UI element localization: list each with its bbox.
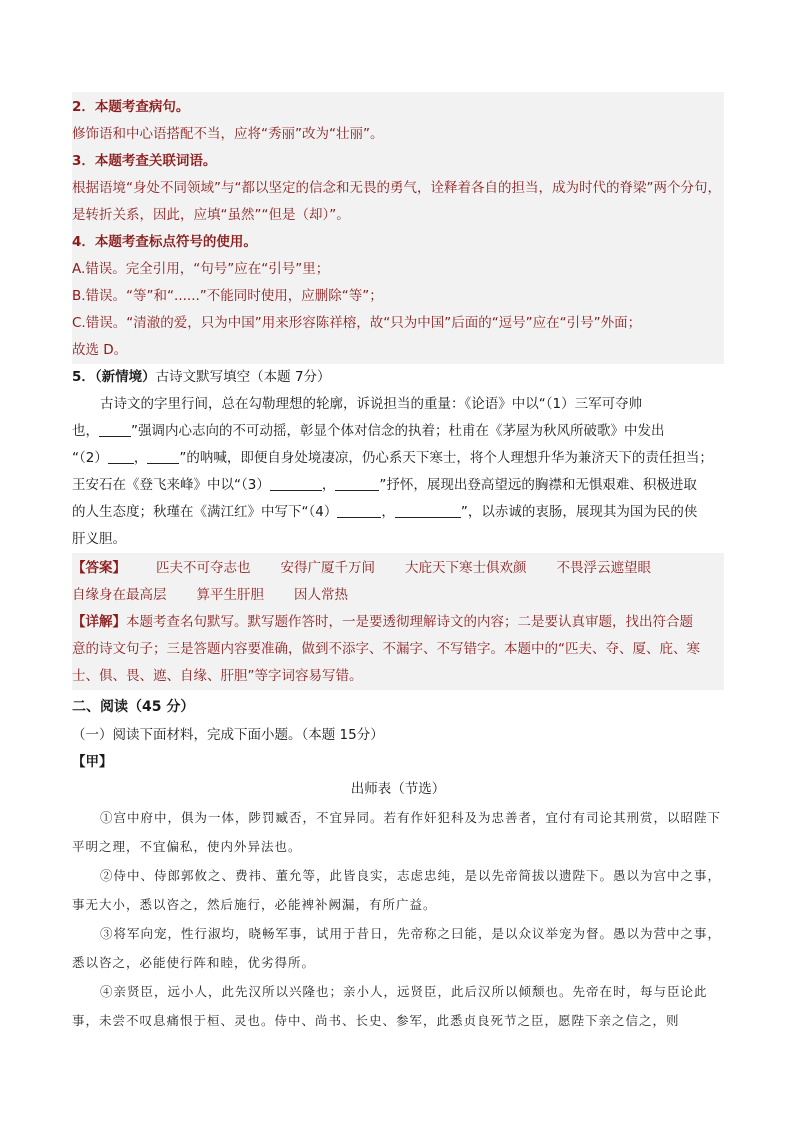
text-fragment: 本题考查名句默写。默写题作答时，一是要透彻理解诗文的内容；二是要认真审题，找出符合题 (126, 614, 693, 630)
detail-line-2: 意的诗文句子；三是答题内容要准确，做到不添字、不漏字、不写错字。本题中的“匹夫、夺、厦、庇、寒 (72, 641, 700, 657)
question-5-line-4 (72, 472, 724, 499)
question-5-number: 5．（新情境） (72, 369, 156, 385)
question-5-heading (72, 364, 724, 391)
classic-paragraph-4: ④亲贤臣，远小人，此先汉所以兴隆也；亲小人，远贤臣，此后汉所以倾颓也。先帝在时，每与臣论此事，未尝不叹息痛恨于桓、灵也。侍中、尚书、长史、参军，此悉贞良死节之臣，愿陛下亲之信之，则 (72, 984, 708, 1028)
question-5-heading-text: 古诗文默写填空（本题 7分） (155, 369, 331, 385)
text-title: 出师表（节选） (350, 781, 446, 797)
fill-blank-6[interactable] (337, 503, 381, 518)
detail-line-3: 士、俱、畏、遮、自缘、肝胆”等字词容易写错。 (72, 668, 363, 684)
text-fragment: ， (321, 477, 336, 493)
q4-option-c: C.错误。“清澈的爱，只为中国”用来形容陈祥榕，故“只为中国”后面的“逗号”应在“引号”外面； (72, 315, 642, 331)
question-5-line-1: 古诗文的字里行间，总在勾勒理想的轮廓，诉说担当的重量：《论语》中以“（1）三军可夺帅 (100, 396, 643, 412)
answer-label: 【答案】 (72, 560, 126, 576)
fill-blank-4[interactable] (270, 476, 322, 491)
q2-body: 修饰语和中心语搭配不当，应将“秀丽”改为“壮丽”。 (72, 126, 384, 142)
question-5-line-2 (72, 418, 724, 445)
detail-label: 【详解】 (72, 614, 126, 630)
fill-blank-3[interactable] (147, 449, 179, 464)
question-5-line-6: 肝义胆。 (72, 531, 126, 547)
fill-blank-2[interactable] (108, 449, 134, 464)
answer-row-2 (72, 582, 724, 609)
q2-title: 2．本题考查病句。 (72, 99, 190, 115)
classic-paragraph-3: ③将军向宠，性行淑均，晓畅军事，试用于昔日，先帝称之曰能，是以众议举宠为督。愚以为营中之事，悉以咨之，必能使行阵和睦，优劣得所。 (72, 926, 722, 970)
text-fragment: 的人生态度；秋瑾在《满江红》中写下“（4） (72, 504, 338, 520)
text-fragment: ”，以赤诚的衷肠，展现其为国为民的侠 (460, 504, 698, 520)
text-fragment: ， (381, 504, 395, 520)
text-fragment: ”强调内心志向的不可动摇，彰显个体对信念的执着；杜甫在《茅屋为秋风所破歌》中发出 (131, 423, 665, 439)
answer-item: 大庇天下寒士俱欢颜 (405, 560, 527, 576)
q3-body-line-2: 是转折关系，因此，应填“虽然”“但是（却）”。 (72, 207, 350, 223)
fill-blank-7[interactable] (395, 503, 461, 518)
q4-option-b: B.错误。“等”和“......”不能同时使用，应删除“等”； (72, 288, 383, 304)
q3-title: 3．本题考查关联词语。 (72, 153, 217, 169)
answer-row-1 (72, 555, 724, 582)
answer-item: 安得广厦千万间 (280, 560, 375, 576)
classic-paragraph-2: ②侍中、侍郎郭攸之、费祎、董允等，此皆良实，志虑忠纯，是以先帝简拔以遗陛下。愚以为宫中之事，事无大小，悉以咨之，然后施行，必能裨补阙漏，有所广益。 (72, 868, 722, 912)
classic-paragraph-1: ①宫中府中，俱为一体，陟罚臧否，不宜异同。若有作奸犯科及为忠善者，宜付有司论其刑赏，以昭陛下平明之理，不宜偏私，使内外异法也。 (72, 810, 722, 854)
text-fragment: 也， (72, 423, 99, 439)
answer-block (72, 553, 724, 690)
page (72, 92, 724, 1035)
question-5-line-3 (72, 445, 724, 472)
analysis-block (72, 92, 724, 364)
fill-blank-1[interactable] (99, 422, 131, 437)
fill-blank-5[interactable] (335, 476, 379, 491)
answer-item: 因人常热 (294, 587, 348, 603)
q4-option-a: A.错误。完全引用，“句号”应在“引号”里； (72, 261, 330, 277)
question-5 (72, 364, 724, 553)
text-fragment: “（2） (72, 450, 108, 466)
question-5-line-5 (72, 499, 724, 526)
answer-item: 自缘身在最高层 (72, 587, 167, 603)
q4-conclusion: 故选 D。 (72, 342, 128, 358)
text-fragment: ， (133, 450, 148, 466)
answer-item: 不畏浮云遮望眼 (556, 560, 651, 576)
answer-item: 匹夫不可夺志也 (156, 560, 251, 576)
section-2-title: 二、阅读（45 分） (72, 699, 195, 715)
answer-item: 算平生肝胆 (196, 587, 264, 603)
q3-body-line-1: 根据语境“身处不同领域”与“都以坚定的信念和无畏的勇气，诠释着各自的担当，成为时代的脊梁”两个分句， (72, 180, 721, 196)
text-fragment: ”抒怀，展现出登高望远的胸襟和无惧艰难、积极进取 (379, 477, 697, 493)
text-fragment: 王安石在《登飞来峰》中以“（3） (72, 477, 270, 493)
classic-text (72, 803, 724, 1035)
section-2-subtitle: （一）阅读下面材料，完成下面小题。（本题 15分） (72, 727, 384, 743)
jia-label: 【甲】 (72, 754, 113, 770)
q4-title: 4．本题考查标点符号的使用。 (72, 234, 257, 250)
text-fragment: ”的呐喊，即便自身处境凄凉，仍心系天下寒士，将个人理想升华为兼济天下的责任担当； (179, 450, 713, 466)
detail-line-1 (72, 609, 724, 636)
